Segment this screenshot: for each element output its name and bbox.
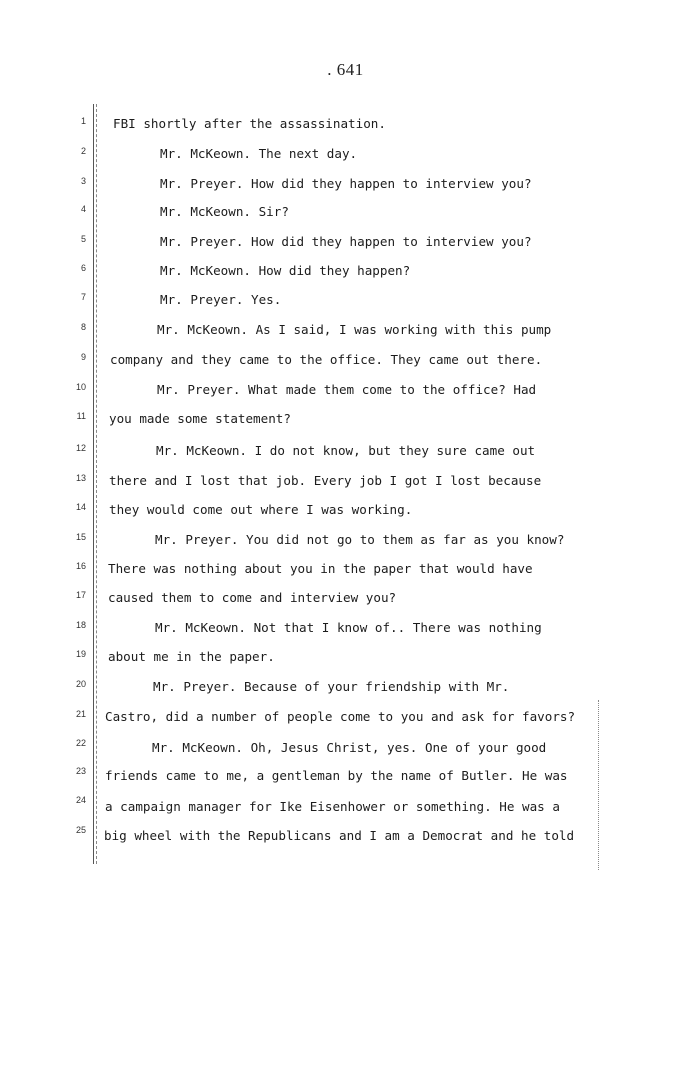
transcript-line: big wheel with the Republicans and I am a Democrat and he told — [104, 828, 575, 843]
page-number: . 641 — [327, 60, 364, 79]
line-number: 12 — [75, 443, 86, 453]
transcript-line: Mr. Preyer. You did not go to them as far as you know? — [155, 532, 565, 547]
line-number: 17 — [75, 590, 86, 600]
transcript-line: FBI shortly after the assassination. — [113, 116, 386, 131]
line-number: 23 — [75, 766, 86, 776]
left-margin-rule — [93, 104, 94, 864]
transcript-line: caused them to come and interview you? — [108, 590, 397, 605]
left-margin-rule-dashed — [96, 104, 97, 864]
transcript-line: you made some statement? — [109, 411, 291, 426]
line-number: 22 — [75, 738, 86, 748]
transcript-line: Mr. Preyer. Yes. — [160, 292, 282, 307]
transcript-line: Mr. Preyer. Because of your friendship with Mr. — [153, 679, 510, 694]
transcript-line: Mr. McKeown. How did they happen? — [160, 263, 411, 278]
transcript-line: Castro, did a number of people come to you and ask for favors? — [105, 709, 576, 724]
transcript-line: company and they came to the office. They came out there. — [110, 352, 543, 367]
transcript-line: a campaign manager for Ike Eisenhower or something. He was a — [105, 799, 560, 814]
transcript-line: Mr. McKeown. The next day. — [160, 146, 358, 161]
transcript-line: friends came to me, a gentleman by the name of Butler. He was — [105, 768, 568, 783]
transcript-line: Mr. Preyer. What made them come to the office? Had — [157, 382, 537, 397]
line-number: 6 — [80, 263, 86, 273]
line-number: 14 — [75, 502, 86, 512]
line-number: 1 — [80, 116, 86, 126]
line-number: 15 — [75, 532, 86, 542]
line-number: 24 — [75, 795, 86, 805]
transcript-line: they would come out where I was working. — [109, 502, 413, 517]
line-number: 16 — [75, 561, 86, 571]
transcript-line: there and I lost that job. Every job I got I lost because — [109, 473, 542, 488]
transcript-line: Mr. McKeown. As I said, I was working with this pump — [157, 322, 552, 337]
transcript-line: Mr. Preyer. How did they happen to interview you? — [160, 176, 532, 191]
line-number: 11 — [76, 411, 86, 421]
line-number: 5 — [80, 234, 86, 244]
line-number: 4 — [80, 204, 86, 214]
transcript-line: Mr. McKeown. Oh, Jesus Christ, yes. One of your good — [152, 740, 547, 755]
transcript-line: Mr. McKeown. I do not know, but they sure came out — [156, 443, 536, 458]
line-number: 20 — [75, 679, 86, 689]
line-number: 19 — [75, 649, 86, 659]
transcript-line: There was nothing about you in the paper that would have — [108, 561, 533, 576]
transcript-line: about me in the paper. — [108, 649, 275, 664]
line-number: 25 — [75, 825, 86, 835]
line-number: 3 — [80, 176, 86, 186]
line-number: 13 — [75, 473, 86, 483]
line-number: 21 — [75, 709, 86, 719]
line-number: 8 — [80, 322, 86, 332]
line-number: 9 — [80, 352, 86, 362]
right-margin-rule — [598, 700, 599, 870]
line-number: 10 — [75, 382, 86, 392]
line-number: 2 — [80, 146, 86, 156]
transcript-line: Mr. McKeown. Sir? — [160, 204, 289, 219]
transcript-line: Mr. McKeown. Not that I know of.. There was nothing — [155, 620, 542, 635]
line-number: 18 — [75, 620, 86, 630]
line-number: 7 — [80, 292, 86, 302]
transcript-line: Mr. Preyer. How did they happen to interview you? — [160, 234, 532, 249]
